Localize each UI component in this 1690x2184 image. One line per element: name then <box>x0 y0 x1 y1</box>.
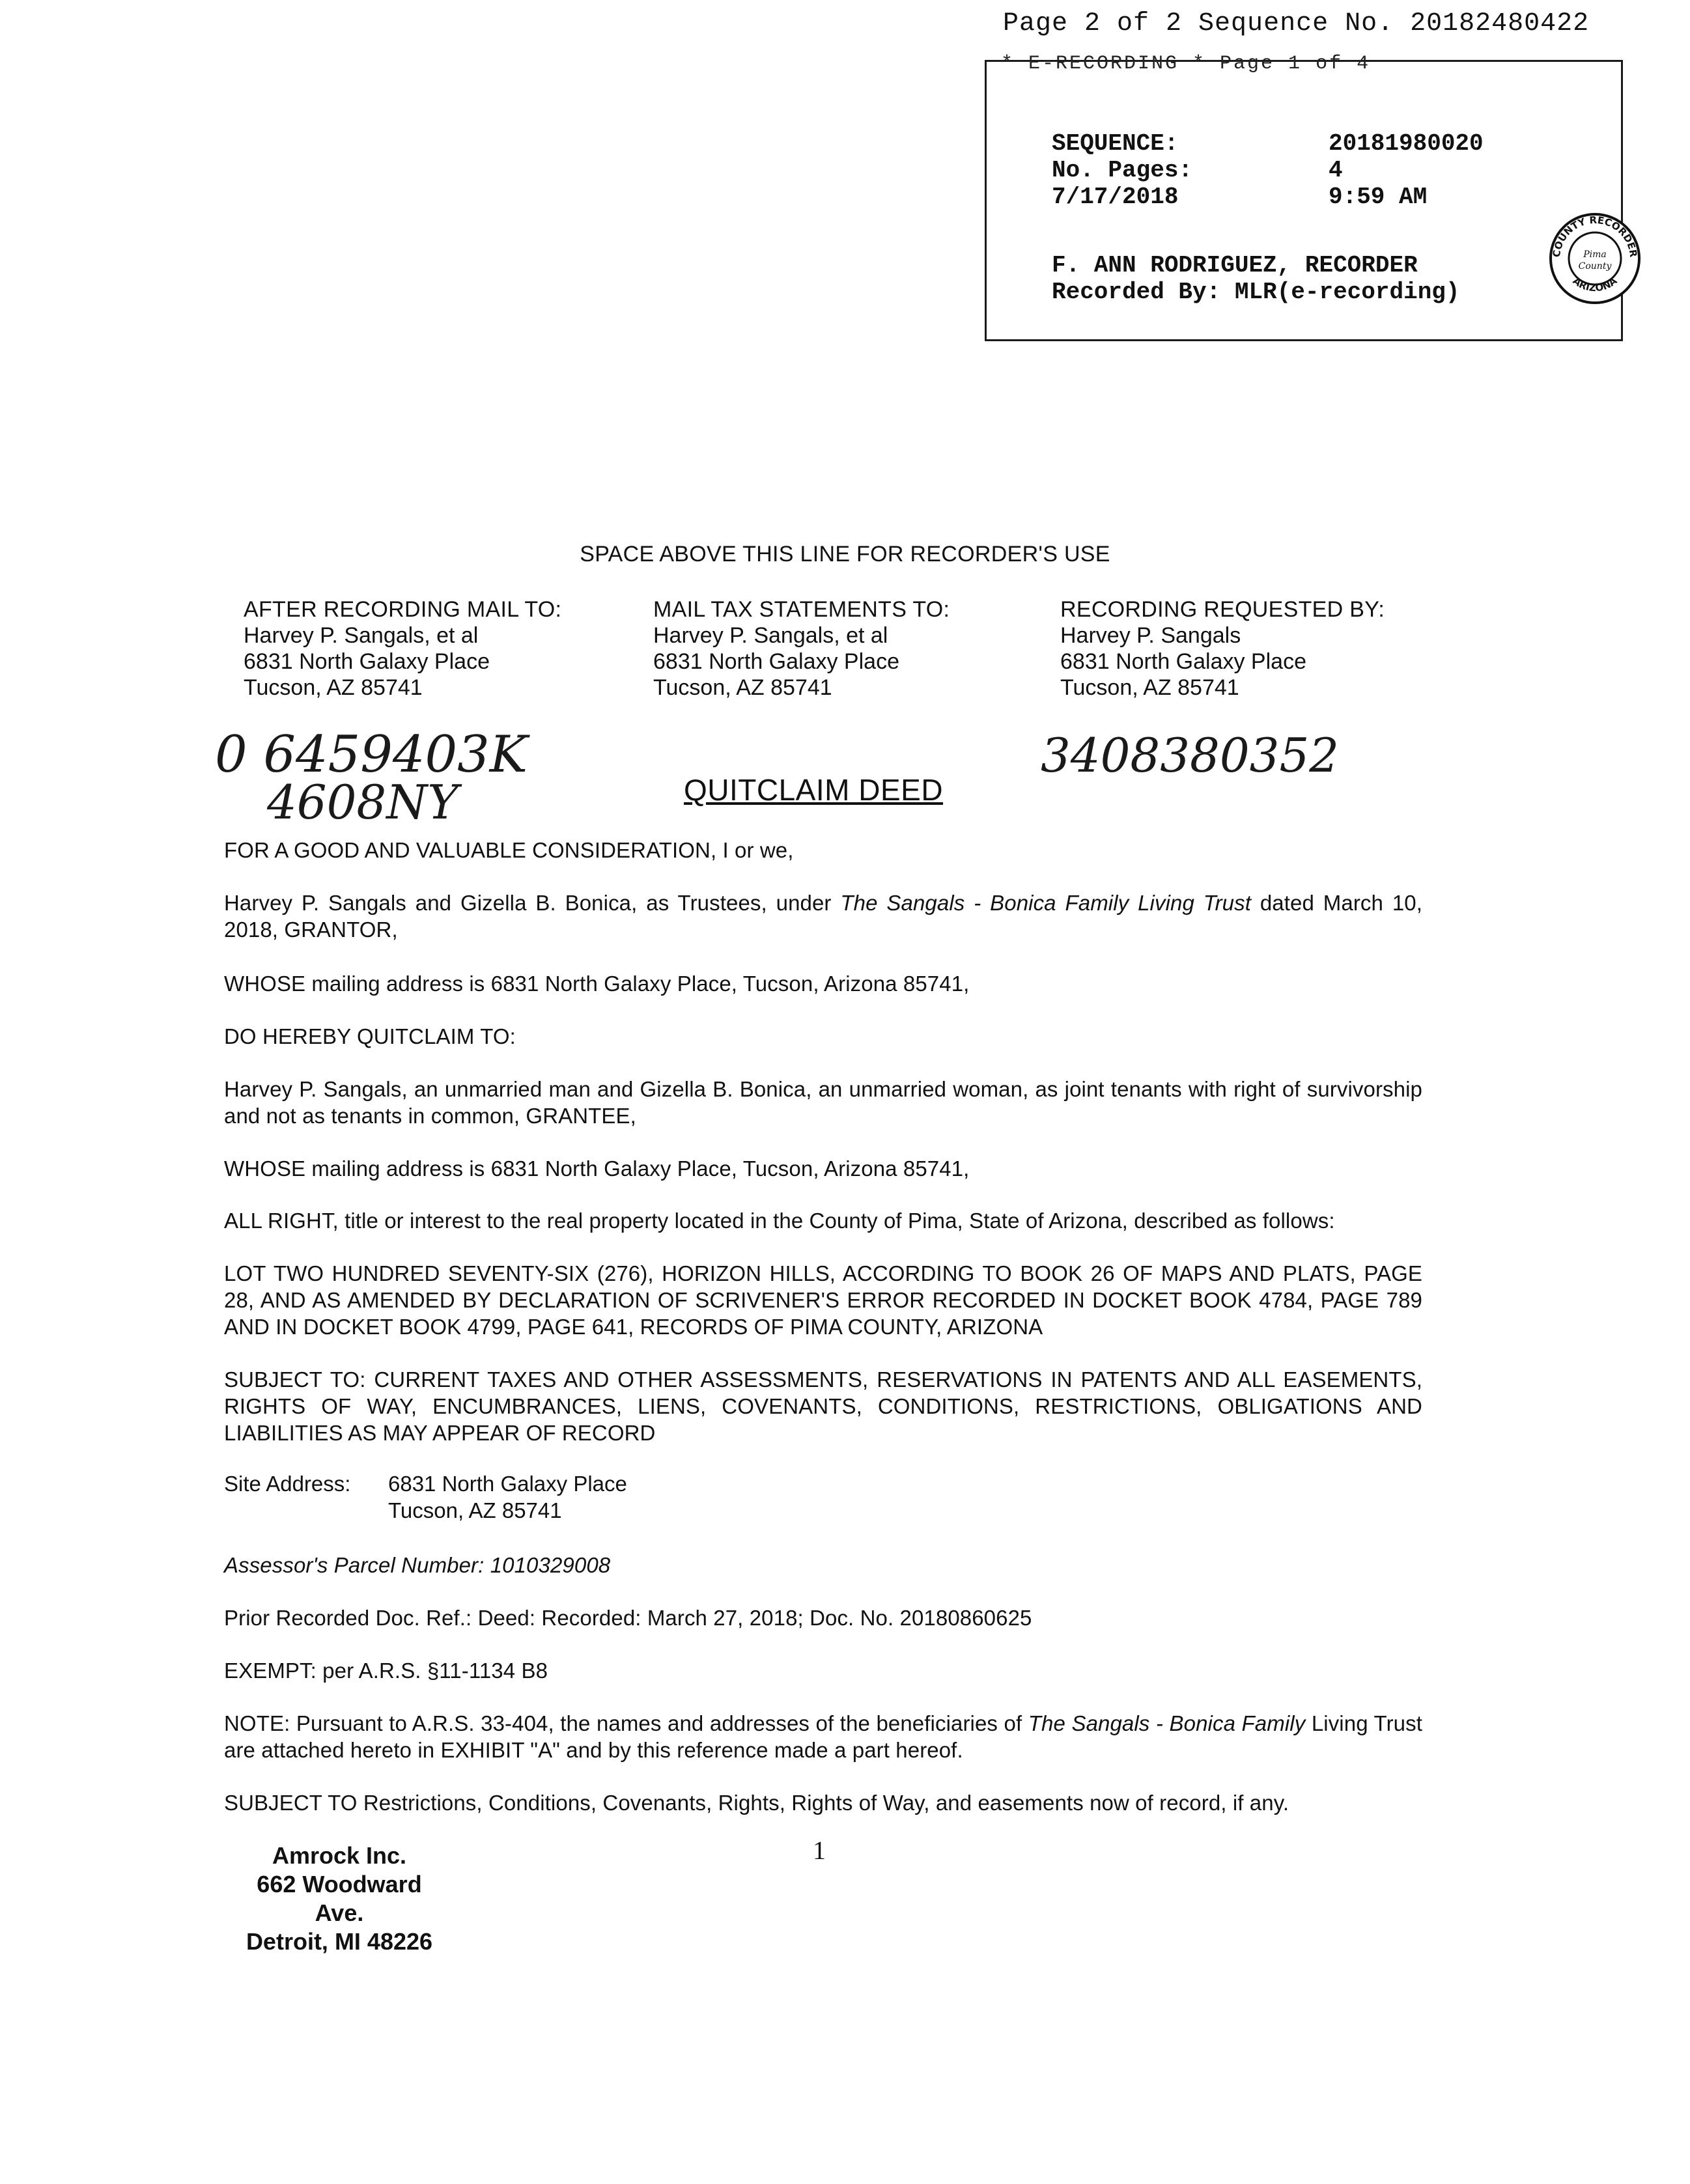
company-street: 662 Woodward Ave. <box>257 1871 422 1926</box>
address-heading: AFTER RECORDING MAIL TO: <box>244 597 562 622</box>
apn-label: Assessor's Parcel Number: <box>224 1553 485 1577</box>
stamp-value: 20181980020 <box>1329 130 1484 157</box>
seal-center-1: Pima <box>1583 249 1607 260</box>
stamp-row-pages <box>1052 157 1484 184</box>
grantor-text: Harvey P. Sangals and Gizella B. Bonica, as Trustees, under <box>224 891 841 915</box>
grantor-paragraph <box>224 889 1422 943</box>
address-line: 6831 North Galaxy Place <box>1060 649 1306 674</box>
address-line: Tucson, AZ 85741 <box>1060 675 1239 700</box>
grantee-paragraph: Harvey P. Sangals, an unmarried man and Gizella B. Bonica, an unmarried woman, as joint tenants with right of survivorship and not as tenants in common, GRANTEE, <box>224 1077 1422 1128</box>
stamp-row-datetime <box>1052 184 1484 210</box>
handwritten-note-left: 0 6459403K <box>215 725 528 784</box>
handwritten-note-right: 3408380352 <box>1041 728 1340 783</box>
seal-center-2: County <box>1578 261 1612 272</box>
note-paragraph <box>224 1710 1422 1763</box>
stamp-rows <box>1052 130 1484 210</box>
note-text: NOTE: Pursuant to A.R.S. 33-404, the names and addresses of the beneficiaries of <box>224 1711 1028 1735</box>
site-address-label: Site Address: <box>224 1472 351 1496</box>
final-subject-to-paragraph: SUBJECT TO Restrictions, Conditions, Covenants, Rights, Rights of Way, and easements now of record, if any. <box>224 1791 1289 1815</box>
handwritten-note-left-second: 4608NY <box>267 775 458 830</box>
site-address-line: 6831 North Galaxy Place <box>388 1472 627 1496</box>
address-line: Harvey P. Sangals, et al <box>653 623 888 648</box>
grantor-mailing-paragraph: WHOSE mailing address is 6831 North Galaxy Place, Tucson, Arizona 85741, <box>224 972 970 996</box>
apn-paragraph <box>224 1552 1422 1578</box>
stamp-cut-line: * E-RECORDING * Page 1 of 4 <box>1001 53 1371 75</box>
apn-value: 1010329008 <box>484 1553 611 1577</box>
grantee-mailing-paragraph: WHOSE mailing address is 6831 North Galaxy Place, Tucson, Arizona 85741, <box>224 1156 970 1181</box>
address-line: Harvey P. Sangals, et al <box>244 623 479 648</box>
consideration-paragraph: FOR A GOOD AND VALUABLE CONSIDERATION, I or we, <box>224 838 794 862</box>
address-heading: MAIL TAX STATEMENTS TO: <box>653 597 950 622</box>
address-line: Harvey P. Sangals <box>1060 623 1241 648</box>
legal-description-paragraph: LOT TWO HUNDRED SEVENTY-SIX (276), HORIZON HILLS, ACCORDING TO BOOK 26 OF MAPS AND PLATS, PAGE 28, AND AS AMENDED BY DECLARATION OF SCRIVENER'S ERROR RECORDED IN DOCKET BOOK 4784, PAGE 789 AND IN DOCKET BOOK 4799, PAGE 641, RECORDS OF PIMA COUNTY, ARIZONA <box>224 1261 1422 1339</box>
recording-stamp <box>985 53 1640 341</box>
page-sequence-header: Page 2 of 2 Sequence No. 20182480422 <box>1003 9 1590 38</box>
seal-top-text: COUNTY RECORDER <box>1550 214 1640 259</box>
note-trust-name: The Sangals - Bonica Family <box>1028 1711 1306 1735</box>
address-line: Tucson, AZ 85741 <box>244 675 423 700</box>
exempt-paragraph: EXEMPT: per A.R.S. §11-1134 B8 <box>224 1659 548 1683</box>
seal-bottom-text: ARIZONA <box>1570 275 1620 294</box>
address-line: Tucson, AZ 85741 <box>653 675 832 700</box>
trust-name: The Sangals - Bonica Family Living Trust <box>840 891 1251 915</box>
recording-requested-block <box>1060 596 1385 701</box>
recorder-name: F. ANN RODRIGUEZ, RECORDER <box>1052 252 1418 279</box>
recorded-by: Recorded By: MLR(e-recording) <box>1052 279 1460 305</box>
note-text-end: Living Trust are attached hereto in EXHIBIT "A" and by this reference made a part hereof. <box>224 1711 1423 1762</box>
stamp-label: SEQUENCE: <box>1052 130 1179 157</box>
stamp-recorder <box>1052 252 1460 305</box>
prior-doc-paragraph: Prior Recorded Doc. Ref.: Deed: Recorded: March 27, 2018; Doc. No. 20180860625 <box>224 1606 1032 1630</box>
address-line: 6831 North Galaxy Place <box>653 649 899 674</box>
page-number: 1 <box>813 1836 826 1865</box>
mail-tax-block <box>653 596 950 701</box>
address-line: 6831 North Galaxy Place <box>244 649 490 674</box>
site-address-value <box>388 1470 627 1524</box>
quitclaim-to-paragraph: DO HEREBY QUITCLAIM TO: <box>224 1024 516 1048</box>
company-city: Detroit, MI 48226 <box>246 1928 433 1955</box>
address-heading: RECORDING REQUESTED BY: <box>1060 597 1385 622</box>
recorder-space-line: SPACE ABOVE THIS LINE FOR RECORDER'S USE <box>580 542 1110 567</box>
after-recording-block <box>244 596 561 701</box>
stamp-value: 4 <box>1329 157 1343 184</box>
site-address-line: Tucson, AZ 85741 <box>388 1498 562 1522</box>
grantor-text-end: dated March 10, 2018, GRANTOR, <box>224 891 1422 942</box>
company-name: Amrock Inc. <box>272 1842 407 1869</box>
stamp-value: 9:59 AM <box>1329 184 1428 210</box>
document-title: QUITCLAIM DEED <box>684 773 944 807</box>
all-right-paragraph: ALL RIGHT, title or interest to the real property located in the County of Pima, State of Arizona, described as follows: <box>224 1209 1335 1233</box>
stamp-row-sequence <box>1052 130 1484 157</box>
subject-to-paragraph: SUBJECT TO: CURRENT TAXES AND OTHER ASSESSMENTS, RESERVATIONS IN PATENTS AND ALL EASEMENTS, RIGHTS OF WAY, ENCUMBRANCES, LIENS, COVENANTS, CONDITIONS, RESTRICTIONS, OBLIGATIONS AND LIABILITIES AS MAY APPEAR OF RECORD <box>224 1367 1422 1445</box>
stamp-label: No. Pages: <box>1052 157 1193 184</box>
return-address-block <box>232 1841 447 1956</box>
stamp-label: 7/17/2018 <box>1052 184 1179 210</box>
county-recorder-seal-icon <box>1548 212 1642 305</box>
